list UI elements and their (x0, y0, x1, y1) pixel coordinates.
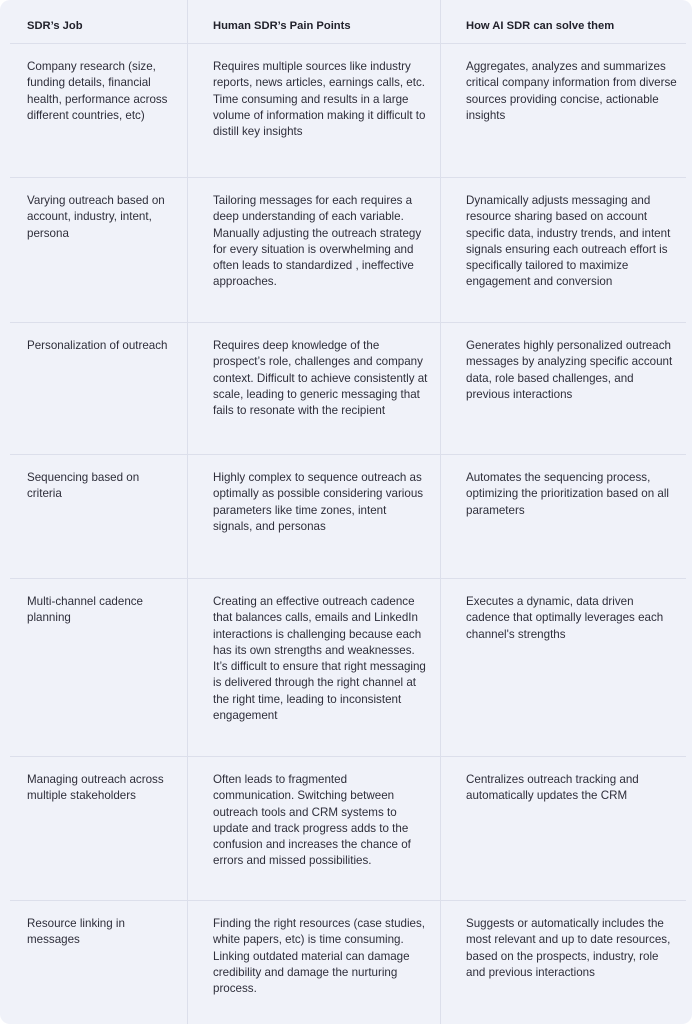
solution-cell: Aggregates, analyzes and summarizes critical company information from diverse sources providing concise, actionable insights (440, 44, 686, 178)
comparison-table (10, 0, 686, 1024)
solution-cell: Generates highly personalized outreach messages by analyzing specific account data, role based challenges, and previous interactions (440, 323, 686, 455)
pain-cell: Requires multiple sources like industry reports, news articles, earnings calls, etc. Time consuming and results in a large volume of information making it difficult to distill key insights (187, 44, 440, 178)
pain-cell: Creating an effective outreach cadence that balances calls, emails and LinkedIn interactions is challenging because each has its own strengths and weaknesses. It’s difficult to ensure that right messaging is delivered through the right channel at the right time, leading to inconsistent engagement (187, 579, 440, 757)
pain-cell: Requires deep knowledge of the prospect’s role, challenges and company context. Difficult to achieve consistently at scale, leading to generic messaging that fails to resonate with the recipient (187, 323, 440, 455)
job-cell: Personalization of outreach (10, 323, 187, 455)
job-cell: Managing outreach across multiple stakeholders (10, 757, 187, 901)
pain-cell: Highly complex to sequence outreach as optimally as possible considering various parameters like time zones, intent signals, and personas (187, 455, 440, 579)
solution-cell: Automates the sequencing process, optimizing the prioritization based on all parameters (440, 455, 686, 579)
job-cell: Resource linking in messages (27, 917, 125, 947)
header-ai-solution: How AI SDR can solve them (440, 0, 686, 44)
solution-cell: Suggests or automatically includes the most relevant and up to date resources, based on the prospects, industry, role and previous interactions (440, 901, 686, 1024)
header-pain-points: Human SDR’s Pain Points (187, 0, 440, 44)
solution-cell: Dynamically adjusts messaging and resource sharing based on account specific data, industry trends, and intent signals ensuring each outreach effort is specifically tailored to maximize engagement and conversion (440, 178, 686, 323)
pain-cell: Finding the right resources (case studies, white papers, etc) is time consuming. Linking outdated material can damage credibility and damage the nurturing process. (187, 901, 440, 1024)
solution-cell: Centralizes outreach tracking and automatically updates the CRM (440, 757, 686, 901)
job-cell: Sequencing based on criteria (10, 455, 187, 579)
job-cell: Varying outreach based on account, industry, intent, persona (10, 178, 187, 323)
header-sdr-job: SDR’s Job (10, 0, 187, 44)
solution-cell: Executes a dynamic, data driven cadence that optimally leverages each channel's strengths (440, 579, 686, 757)
job-cell: Multi-channel cadence planning (10, 579, 187, 757)
pain-cell: Often leads to fragmented communication. Switching between outreach tools and CRM systems to update and track progress adds to the confusion and increases the chance of errors and missed possibilities. (187, 757, 440, 901)
pain-cell: Tailoring messages for each requires a deep understanding of each variable. Manually adjusting the outreach strategy for every situation is overwhelming and often leads to standardized , ineffective approaches. (187, 178, 440, 323)
job-cell: Company research (size, funding details, financial health, performance across different countries, etc) (10, 44, 187, 178)
